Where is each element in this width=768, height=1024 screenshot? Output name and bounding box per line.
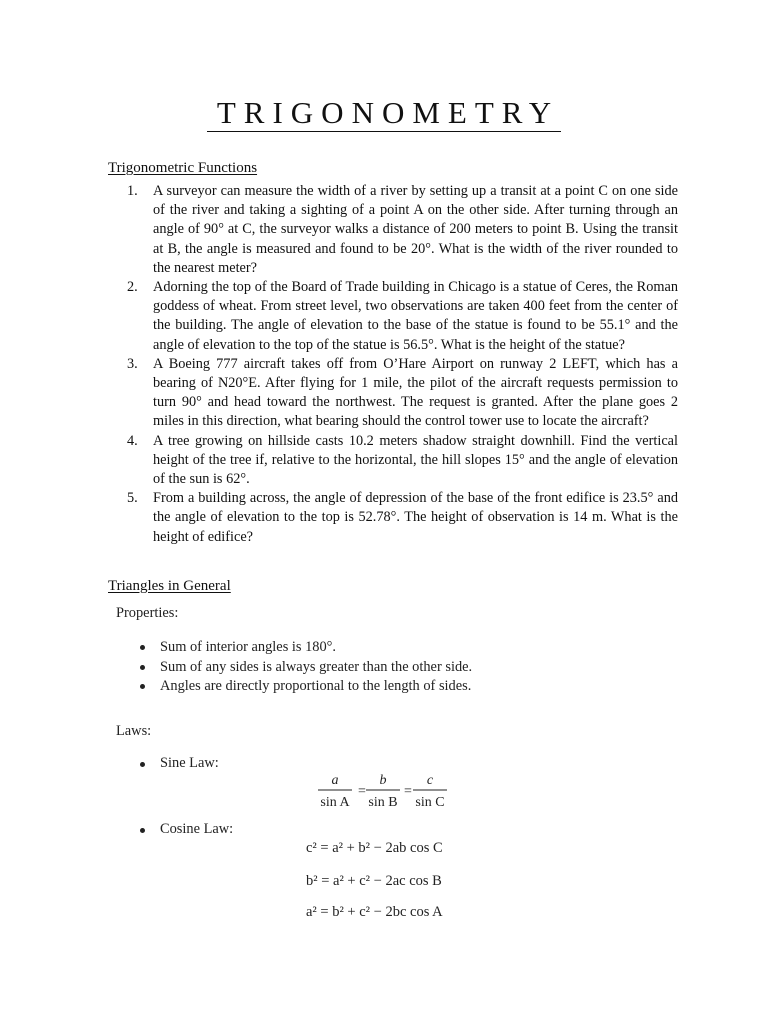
problem-number: 4. [127, 432, 138, 449]
cosine-formula-a: a² = b² + c² − 2bc cos A [306, 904, 443, 920]
laws-label: Laws: [116, 723, 152, 739]
property-text: Sum of interior angles is 180°. [160, 639, 337, 655]
cosine-law-label: Cosine Law: [160, 821, 234, 837]
sine-law-formula [318, 773, 447, 810]
property-text: Sum of any sides is always greater than the other side. [160, 658, 473, 675]
cosine-formula-b: b² = a² + c² − 2ac cos B [306, 873, 442, 889]
cosine-law-formulas [306, 840, 443, 920]
section-heading-triangles: Triangles in General [108, 578, 231, 594]
sine-num-b: b [379, 773, 387, 788]
sine-den-a: sin A [320, 795, 350, 810]
problem-text: A Boeing 777 aircraft takes off from O’Hare Airport on runway 2 LEFT, which has a bearing of N20°E. After flying for 1 mile, the pilot of the aircraft requests permission to turn 90° and head toward the northwest. The request is granted. After the plane goes 2 miles in this direction, what bearing should the control tower use to locate the aircraft? [153, 355, 678, 430]
problem-number: 5. [127, 490, 138, 507]
page-title-text: TRIGONOMETRY [207, 95, 561, 132]
problem-text: A tree growing on hillside casts 10.2 meters shadow straight downhill. Find the vertical height of the tree if, relative to the horizontal, the hill slopes 15° and the angle of elevation of the sun is 62°. [153, 432, 678, 488]
problem-text: Adorning the top of the Board of Trade building in Chicago is a statue of Ceres, the Roman goddess of wheat. From street level, two observations are taken 400 feet from the center of the building. The angle of elevation to the base of the statue is found to be 55.1° and the angle of elevation to the top of the statue is 56.5°. What is the height of the statue? [153, 279, 678, 353]
equals-sign: = [358, 784, 366, 799]
problem-number: 2. [127, 279, 138, 296]
properties-label: Properties: [116, 605, 179, 621]
sine-num-a: a [331, 773, 339, 788]
sine-den-b: sin B [368, 795, 398, 810]
section-heading-trig-functions: Trigonometric Functions [108, 160, 258, 176]
problem-number: 3. [127, 355, 138, 372]
equals-sign: = [404, 784, 412, 799]
cosine-formula-c: c² = a² + b² − 2ab cos C [306, 840, 443, 856]
sine-den-c: sin C [415, 795, 445, 810]
problem-number: 1. [127, 183, 138, 199]
sine-law-label: Sine Law: [160, 755, 219, 771]
problem-text: A surveyor can measure the width of a river by setting up a transit at a point C on one side of the river and taking a sighting of a point A on the other side. After turning through an angle of 90° at C, the surveyor walks a distance of 200 meters to point B. Using the transit at B, the angle is measured and found to be 20°. What is the width of the river rounded to the nearest meter? [153, 183, 678, 276]
problem-text: From a building across, the angle of depression of the base of the front edifice is 23.5° and the angle of elevation to the top is 52.78°. The height of observation is 14 m. What is the height of edifice? [153, 490, 678, 545]
sine-num-c: c [426, 773, 434, 788]
property-text: Angles are directly proportional to the length of sides. [160, 678, 472, 694]
